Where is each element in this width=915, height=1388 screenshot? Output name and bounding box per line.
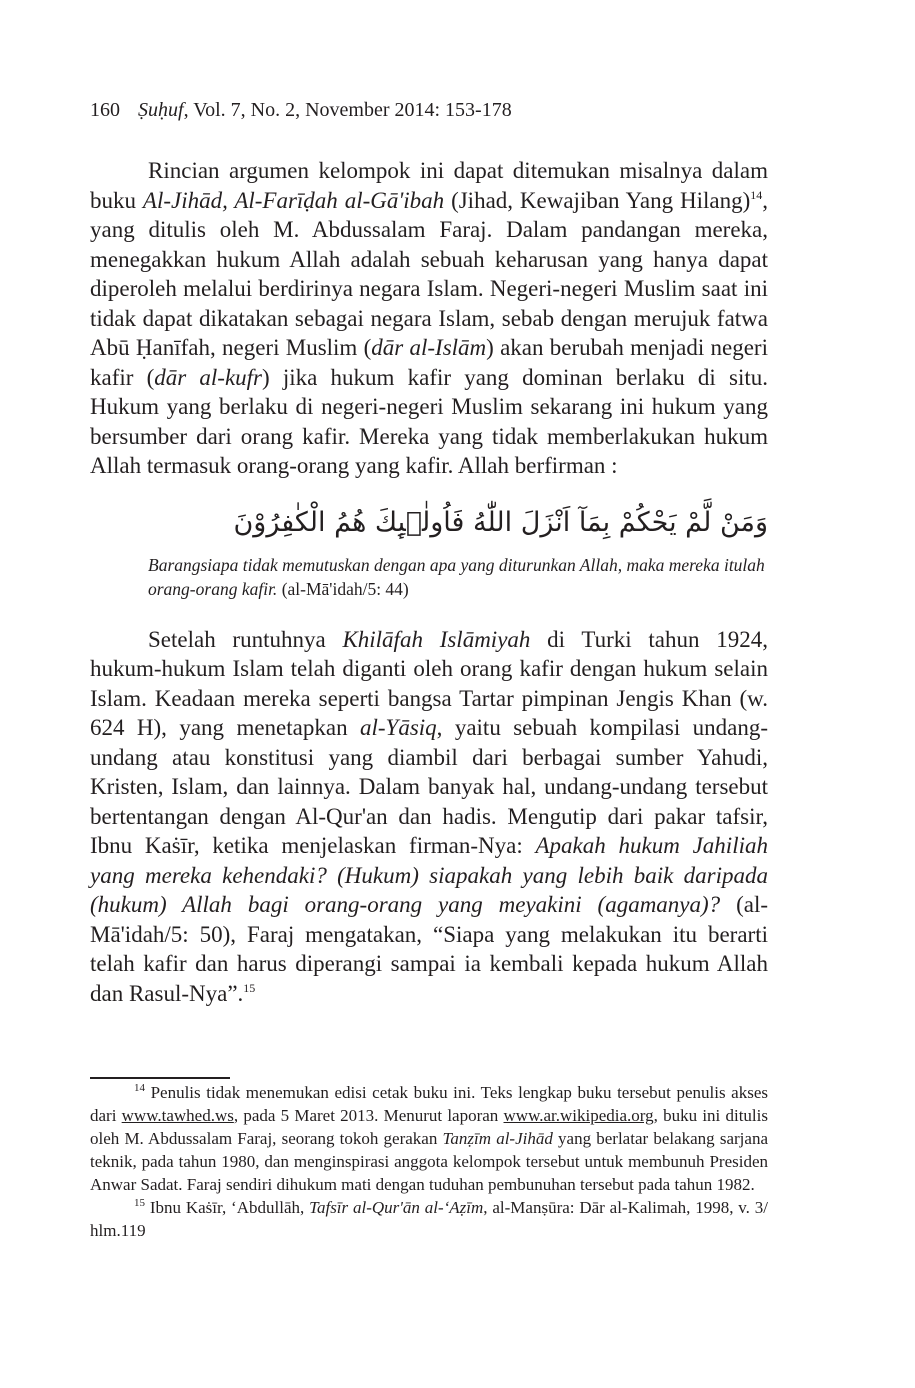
text-span: , yaitu sebuah kompilasi undang-undang atau konstitusi yang diambil dari berbagai sumber Yahudi, Kristen, Islam, dan lainnya. Dalam banyak hal, undang-undang tersebut bertentangan dengan Al-Qur'an dan hadis. Mengutip dari pakar tafsir, Ibnu Kaṡīr, ketika menjelaskan firman-Nya: [90,715,768,858]
text-span: yang berlatar belakang sarjana teknik, pada tahun 1980, dan menginspirasi anggota kelompok tersebut untuk membunuh Presiden Anwar Sadat. Faraj sendiri dihukum mati dengan tuduhan pembunuhan tersebut pada tahun 1982. [90,1129,768,1194]
quote-italic: Apakah hukum Jahiliah yang mereka kehendaki? (Hukum) siapakah yang lebih baik daripada (hukum) Allah bagi orang-orang yang meyakini (agamanya)? [90,833,768,917]
tawhed-link[interactable]: www.tawhed.ws [121,1106,234,1125]
paragraph-1 [90,156,768,481]
running-header [90,96,512,124]
verse-translation [90,553,768,601]
page-number: 160 [90,99,120,121]
footnote-15 [90,1196,768,1242]
text-span: , yang ditulis oleh M. Abdussalam Faraj. Dalam pandangan mereka, menegakkan hukum Allah adalah sebuah keharusan yang hanya dapat diperoleh melalui berdirinya negara Islam. Negeri-negeri Muslim saat ini tidak dapat dikatakan sebagai negara Islam, sebab dengan merujuk fatwa Abū Ḥanīfah, negeri Muslim ( [90,187,768,360]
translation-text: Barangsiapa tidak memutuskan dengan apa yang diturunkan Allah, maka mereka itulah orang-orang kafir. [148,554,765,599]
text-span: Setelah runtuhnya [148,626,343,652]
term-italic: Khilāfah Islāmiyah [342,626,531,652]
text-span: (al-Mā'idah/5: 50), Faraj mengatakan, “Siapa yang melakukan itu berarti telah kafir dan harus diperangi sampai ia kembali kepada hukum Allah dan Rasul-Nya”. [90,892,768,1006]
book-title: Al-Jihād, Al-Farīḍah al-Gā'ibah [142,187,445,213]
footnote-number: 15 [134,1197,145,1209]
term-italic: al-Yāsiq [359,715,437,740]
footnote-divider [90,1077,230,1079]
journal-issue: , Vol. 7, No. 2, November 2014: 153-178 [183,99,512,121]
footnote-ref-14[interactable]: 14 [750,187,763,202]
text-span: , pada 5 Maret 2013. Menurut laporan [233,1106,504,1125]
quran-verse-arabic: وَمَنْ لَّمْ يَحْكُمْ بِمَآ اَنْزَلَ اللّٰهُ فَاُولٰۤىِٕكَ هُمُ الْكٰفِرُوْنَ [233,506,768,538]
text-span: , al-Manṣūra: Dār al-Kalimah, 1998, v. 3/ hlm.119 [90,1198,768,1240]
footnotes [90,1081,768,1242]
text-span: ) jika hukum kafir yang dominan berlaku di situ. Hukum yang berlaku di negeri-negeri Muslim sekarang ini hukum yang bersumber dari orang kafir. Mereka yang tidak memberlakukan hukum Allah termasuk orang-orang yang kafir. Allah berfirman : [90,364,768,478]
book-title: Tafsīr al-Qur'ān al-‘Aẓīm [309,1198,484,1217]
footnote-number: 14 [134,1082,145,1094]
journal-title: Ṣuḥuf [138,99,184,121]
footnote-14 [90,1081,768,1196]
footnote-ref-15[interactable]: 15 [243,980,256,995]
text-span: , buku ini ditulis oleh M. Abdussalam Faraj, seorang tokoh gerakan [90,1106,768,1148]
text-span: di Turki tahun 1924, hukum-hukum Islam telah diganti oleh orang kafir dengan hukum selain Islam. Keadaan mereka seperti bangsa Tartar pimpinan Jengis Khan (w. 624 H), yang menetapkan [90,626,768,740]
term-italic: Tanẓīm al-Jihād [442,1129,553,1148]
term-italic: dār al-Islām [371,335,487,360]
text-span: Rincian argumen kelompok ini dapat ditemukan misalnya dalam buku [90,158,768,213]
paragraph-2 [90,625,768,1009]
main-text [90,156,768,1008]
text-span: Ibnu Kaṡīr, ‘Abdullāh, [145,1198,310,1217]
term-italic: dār al-kufr [154,364,263,390]
wikipedia-link[interactable]: www.ar.wikipedia.org [503,1106,654,1125]
verse-reference: (al-Mā'idah/5: 44) [277,578,409,599]
text-span: Penulis tidak menemukan edisi cetak buku ini. Teks lengkap buku tersebut penulis akses dari [90,1083,768,1125]
text-span: (Jihad, Kewajiban Yang Hilang) [444,187,751,213]
text-span: ) akan berubah menjadi negeri kafir ( [90,335,768,390]
